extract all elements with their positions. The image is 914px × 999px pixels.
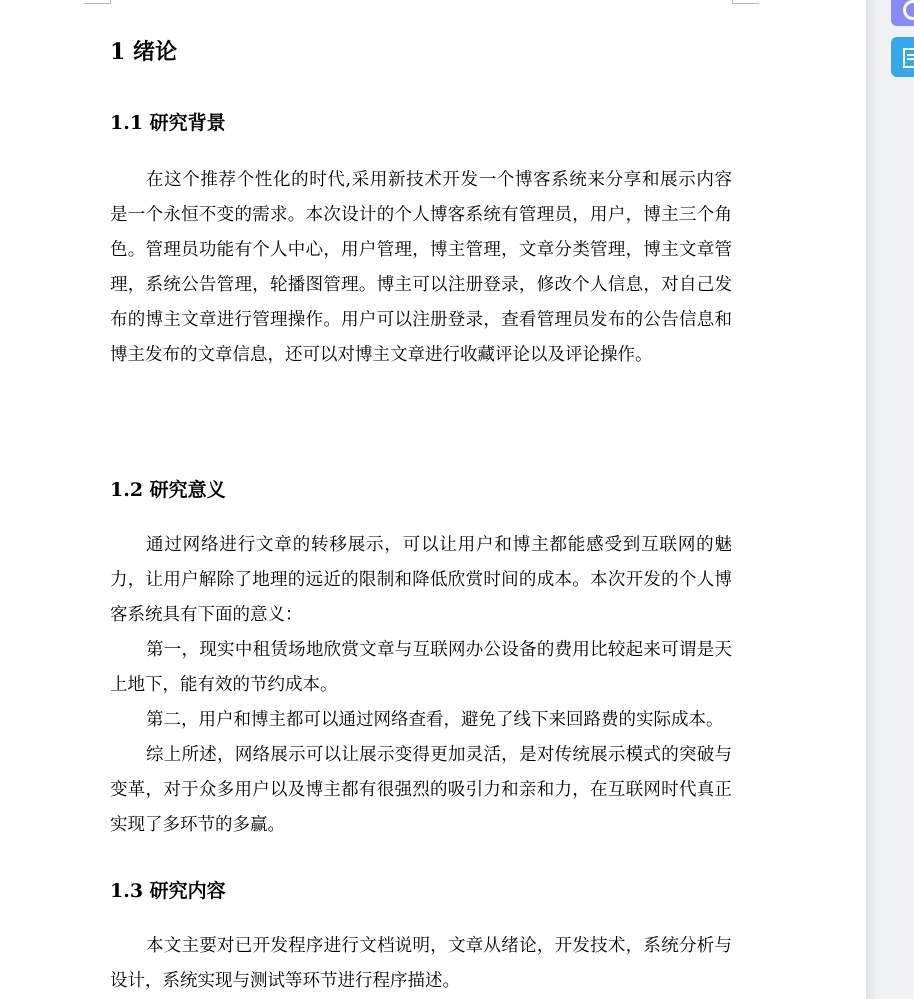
paragraph-line: 力，让用户解除了地理的远近的限制和降低欣赏时间的成本。本次开发的个人博: [110, 570, 732, 590]
paragraph-line: 是一个永恒不变的需求。本次设计的个人博客系统有管理员，用户，博主三个角: [110, 205, 732, 225]
paragraph-line: 博主发布的文章信息，还可以对博主文章进行收藏评论以及评论操作。: [110, 345, 653, 365]
paragraph-line: 第一，现实中租赁场地欣赏文章与互联网办公设备的费用比较起来可谓是天: [146, 640, 732, 660]
paragraph-line: 客系统具有下面的意义：: [110, 605, 303, 625]
ai-assistant-button[interactable]: [891, 0, 914, 26]
page-corner-mark: [732, 0, 759, 4]
paragraph-line: 实现了多环节的多赢。: [110, 815, 285, 835]
paragraph-line: 本文主要对已开发程序进行文档说明，文章从绪论，开发技术，系统分析与: [146, 936, 732, 956]
paragraph-line: 设计，系统实现与测试等环节进行程序描述。: [110, 971, 460, 991]
refresh-icon: [903, 0, 914, 20]
right-sidebar: [866, 0, 914, 999]
paragraph-line: 色。管理员功能有个人中心，用户管理，博主管理，文章分类管理，博主文章管: [110, 240, 732, 260]
section-heading-1-3: 1.3 研究内容: [110, 880, 226, 902]
paragraph-line: 布的博主文章进行管理操作。用户可以注册登录，查看管理员发布的公告信息和: [110, 310, 732, 330]
page-corner-mark: [84, 0, 111, 4]
document-outline-button[interactable]: [891, 37, 914, 77]
paragraph-line: 理，系统公告管理，轮播图管理。博主可以注册登录，修改个人信息，对自己发: [110, 275, 732, 295]
section-body-1-3: [110, 929, 732, 999]
paragraph-line: 在这个推荐个性化的时代,采用新技术开发一个博客系统来分享和展示内容: [146, 170, 732, 190]
section-heading-1-2: 1.2 研究意义: [110, 479, 226, 501]
section-heading-1-1: 1.1 研究背景: [110, 112, 226, 134]
paragraph-line: 通过网络进行文章的转移展示，可以让用户和博主都能感受到互联网的魅: [146, 535, 732, 555]
paragraph-line: 上地下，能有效的节约成本。: [110, 675, 338, 695]
document-icon: [903, 48, 914, 68]
paragraph-line: 第二，用户和博主都可以通过网络查看，避免了线下来回路费的实际成本。: [146, 710, 724, 730]
paragraph-line: 变革，对于众多用户以及博主都有很强烈的吸引力和亲和力，在互联网时代真正: [110, 780, 732, 800]
chapter-heading: 1 绪论: [110, 39, 177, 65]
section-body-1-1: [110, 163, 732, 373]
section-body-1-2: [110, 528, 732, 843]
paragraph-line: 综上所述，网络展示可以让展示变得更加灵活，是对传统展示模式的突破与: [146, 745, 732, 765]
